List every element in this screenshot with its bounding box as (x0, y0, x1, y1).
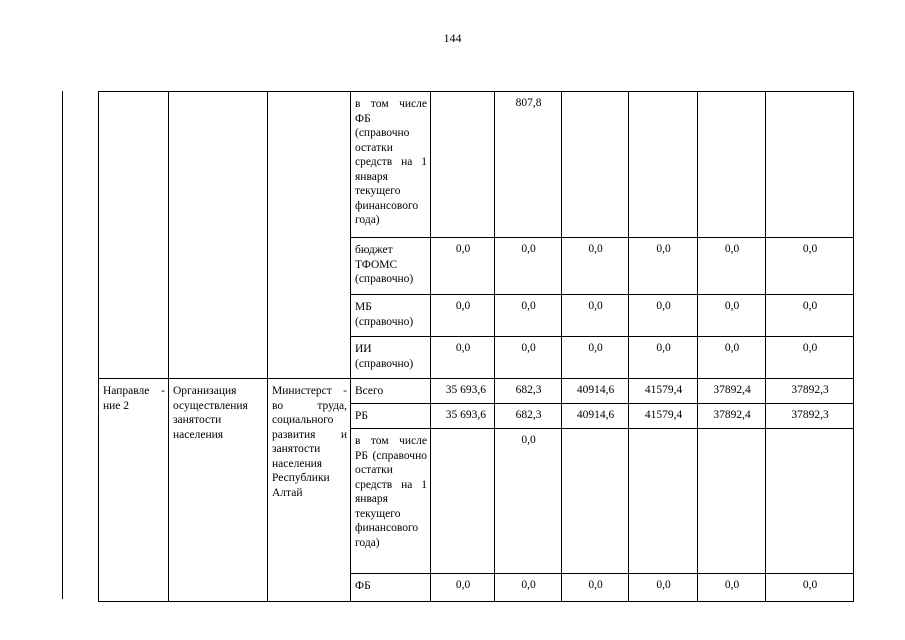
direction-label-cell-prev (99, 337, 169, 379)
value-cell (431, 429, 495, 574)
table-row-mb (99, 295, 854, 337)
value-cell: 0,0 (698, 574, 766, 602)
value-cell: 0,0 (629, 574, 698, 602)
source-cell: Всего (351, 379, 431, 404)
value-cell (766, 92, 854, 238)
value-cell: 41579,4 (629, 379, 698, 404)
value-cell (431, 92, 495, 238)
page-number: 144 (443, 31, 462, 45)
table-row-ii (99, 337, 854, 379)
value-cell (698, 92, 766, 238)
source-cell: бюджет ТФОМС (справочно) (351, 238, 431, 295)
value-cell: 0,0 (698, 238, 766, 295)
direction-name-cell-prev (169, 92, 268, 238)
value-cell (766, 429, 854, 574)
value-cell: 0,0 (766, 295, 854, 337)
value-cell: 0,0 (495, 429, 562, 574)
value-cell: 40914,6 (562, 379, 629, 404)
value-cell (629, 92, 698, 238)
direction-label-cell: Направле - ние 2 (99, 379, 169, 602)
value-cell: 0,0 (431, 295, 495, 337)
value-cell: 41579,4 (629, 404, 698, 429)
value-cell: 35 693,6 (431, 379, 495, 404)
value-cell: 37892,3 (766, 379, 854, 404)
value-cell: 40914,6 (562, 404, 629, 429)
value-cell: 807,8 (495, 92, 562, 238)
value-cell (562, 429, 629, 574)
value-cell: 0,0 (431, 574, 495, 602)
value-cell: 0,0 (629, 238, 698, 295)
value-cell: 0,0 (766, 574, 854, 602)
source-cell: в том числе РБ (справочно остатки средств на 1 января текущего финансового года) (351, 429, 431, 574)
executor-cell: Министерст - во труда, социального развития и занятости населения Республики Алтай (268, 379, 351, 602)
direction-label-cell-prev (99, 295, 169, 337)
direction-name-cell-prev (169, 238, 268, 295)
value-cell: 0,0 (698, 295, 766, 337)
source-cell: ИИ (справочно) (351, 337, 431, 379)
value-cell: 0,0 (629, 337, 698, 379)
table-row-tfoms (99, 238, 854, 295)
value-cell: 0,0 (495, 337, 562, 379)
source-cell: в том числе ФБ (справочно остатки средств на 1 января текущего финансового года) (351, 92, 431, 238)
value-cell: 37892,4 (698, 404, 766, 429)
direction-name-cell: Организация осуществления занятости населения (169, 379, 268, 602)
source-cell: МБ (справочно) (351, 295, 431, 337)
value-cell: 0,0 (495, 238, 562, 295)
direction-name-cell-prev (169, 295, 268, 337)
direction-label-cell-prev (99, 92, 169, 238)
value-cell: 682,3 (495, 404, 562, 429)
source-cell: РБ (351, 404, 431, 429)
value-cell: 0,0 (562, 295, 629, 337)
value-cell: 0,0 (431, 337, 495, 379)
value-cell (698, 429, 766, 574)
value-cell: 35 693,6 (431, 404, 495, 429)
value-cell: 0,0 (766, 337, 854, 379)
value-cell: 0,0 (562, 574, 629, 602)
executor-cell-prev (268, 337, 351, 379)
value-cell: 37892,3 (766, 404, 854, 429)
left-margin-rule (62, 91, 63, 599)
table-row-total (99, 379, 854, 404)
executor-cell-prev (268, 92, 351, 238)
value-cell (562, 92, 629, 238)
value-cell: 0,0 (629, 295, 698, 337)
direction-label-cell-prev (99, 238, 169, 295)
value-cell (629, 429, 698, 574)
value-cell: 0,0 (495, 574, 562, 602)
value-cell: 37892,4 (698, 379, 766, 404)
value-cell: 0,0 (562, 337, 629, 379)
value-cell: 0,0 (562, 238, 629, 295)
budget-table (98, 91, 854, 602)
executor-cell-prev (268, 238, 351, 295)
source-cell: ФБ (351, 574, 431, 602)
value-cell: 0,0 (431, 238, 495, 295)
executor-cell-prev (268, 295, 351, 337)
value-cell: 0,0 (495, 295, 562, 337)
value-cell: 0,0 (698, 337, 766, 379)
table-row-fb-incl (99, 92, 854, 238)
value-cell: 0,0 (766, 238, 854, 295)
direction-name-cell-prev (169, 337, 268, 379)
value-cell: 682,3 (495, 379, 562, 404)
